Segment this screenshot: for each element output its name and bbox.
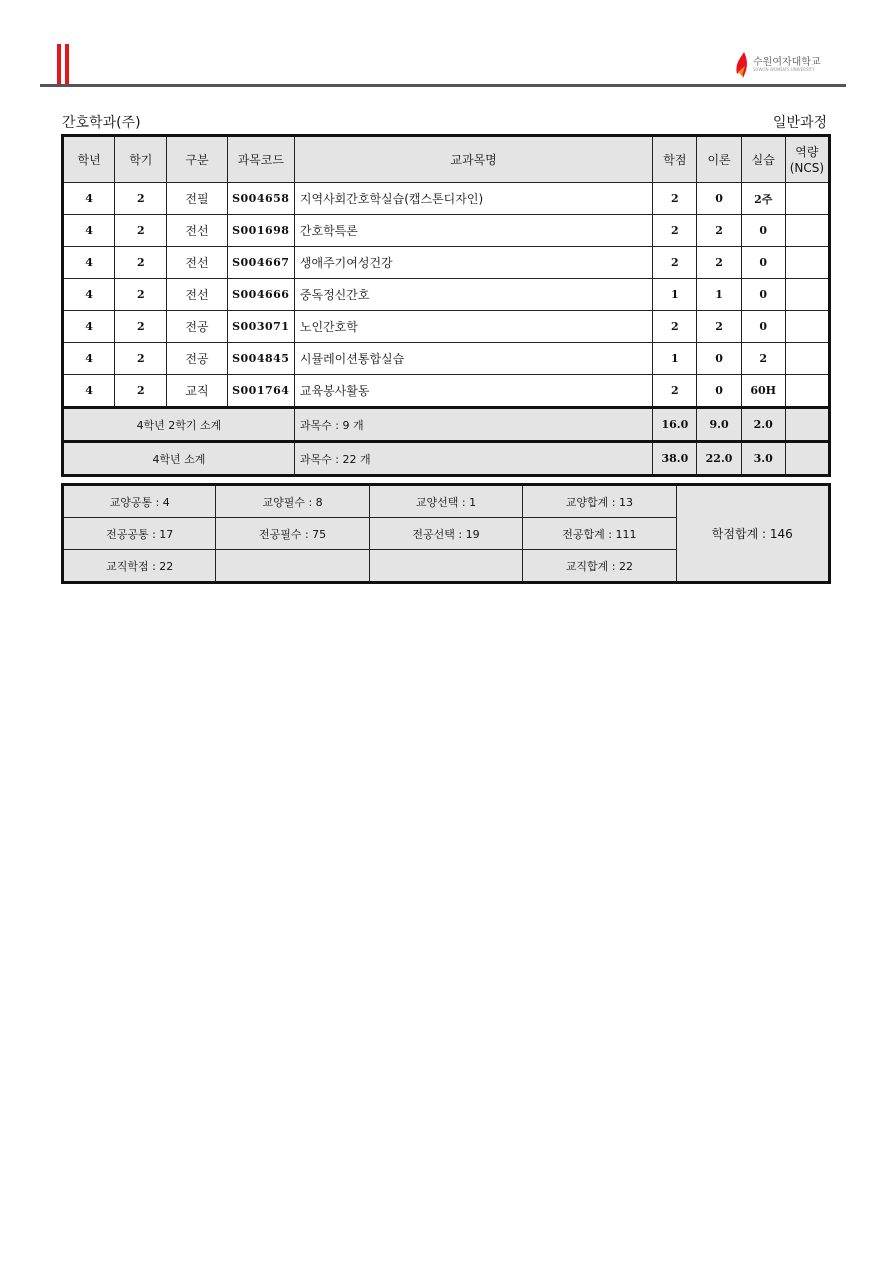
cell-practice: 0 [741,311,785,343]
cell-code: S004666 [227,279,294,311]
cell-code: S004667 [227,247,294,279]
cell-practice: 0 [741,215,785,247]
summary-general-elective: 교양선택 : 1 [369,485,522,518]
cell-year: 4 [63,279,115,311]
cell-course-name: 생애주기여성건강 [294,247,652,279]
cell-year: 4 [63,311,115,343]
summary-teaching-total: 교직합계 : 22 [523,550,676,583]
summary-general-common: 교양공통 : 4 [63,485,216,518]
cell-practice: 0 [741,279,785,311]
summary-empty-cell [216,550,369,583]
table-header-row [63,136,830,183]
course-table [61,134,831,477]
semester-practice-total: 2.0 [741,408,785,442]
cell-year: 4 [63,215,115,247]
cell-course-name: 노인간호학 [294,311,652,343]
year-practice-total: 3.0 [741,442,785,476]
cell-semester: 2 [115,343,167,375]
cell-semester: 2 [115,311,167,343]
cell-code: S004845 [227,343,294,375]
cell-category: 전선 [167,247,227,279]
cell-course-name: 시뮬레이션통합실습 [294,343,652,375]
cell-semester: 2 [115,183,167,215]
cell-theory: 0 [697,375,741,408]
cell-ncs [785,247,829,279]
cell-category: 전선 [167,279,227,311]
cell-theory: 1 [697,279,741,311]
cell-course-name: 지역사회간호학실습(캡스톤디자인) [294,183,652,215]
cell-course-name: 중독정신간호 [294,279,652,311]
cell-ncs [785,279,829,311]
cell-category: 전선 [167,215,227,247]
cell-practice: 2 [741,343,785,375]
cell-credits: 2 [653,183,697,215]
cell-year: 4 [63,375,115,408]
summary-general-required: 교양필수 : 8 [216,485,369,518]
summary-empty-cell [369,550,522,583]
cell-credits: 1 [653,279,697,311]
cell-theory: 2 [697,247,741,279]
year-theory-total: 22.0 [697,442,741,476]
col-header-ncs: 역량 (NCS) [785,136,829,183]
table-row [63,343,830,375]
semester-subtotal-row [63,408,830,442]
header-red-bar-right [65,44,69,84]
table-row [63,183,830,215]
semester-subtotal-label: 4학년 2학기 소계 [63,408,295,442]
flame-logo-icon [735,52,751,78]
cell-code: S004658 [227,183,294,215]
cell-course-name: 교육봉사활동 [294,375,652,408]
year-credits-total: 38.0 [653,442,697,476]
department-title: 간호학과(주) [62,115,141,131]
col-header-semester: 학기 [115,136,167,183]
track-label: 일반과정 [772,115,827,131]
col-header-course-name: 교과목명 [294,136,652,183]
cell-theory: 2 [697,311,741,343]
summary-general-total: 교양합계 : 13 [523,485,676,518]
cell-ncs [785,215,829,247]
cell-practice: 0 [741,247,785,279]
cell-credits: 2 [653,375,697,408]
cell-year: 4 [63,183,115,215]
semester-credits-total: 16.0 [653,408,697,442]
table-row [63,279,830,311]
year-subtotal-label: 4학년 소계 [63,442,295,476]
cell-ncs [785,343,829,375]
cell-category: 전필 [167,183,227,215]
cell-practice: 60H [741,375,785,408]
summary-teaching-credits: 교직학점 : 22 [63,550,216,583]
table-row [63,311,830,343]
cell-code: S001764 [227,375,294,408]
cell-category: 전공 [167,343,227,375]
summary-major-common: 전공공통 : 17 [63,518,216,550]
col-header-code: 과목코드 [227,136,294,183]
col-header-year: 학년 [63,136,115,183]
cell-credits: 1 [653,343,697,375]
semester-theory-total: 9.0 [697,408,741,442]
col-header-credits: 학점 [653,136,697,183]
cell-theory: 0 [697,183,741,215]
cell-ncs [785,311,829,343]
summary-major-required: 전공필수 : 75 [216,518,369,550]
logo-subtitle: SUWON WOMEN'S UNIVERSITY [753,67,815,72]
cell-theory: 2 [697,215,741,247]
col-header-practice: 실습 [741,136,785,183]
cell-code: S003071 [227,311,294,343]
cell-semester: 2 [115,247,167,279]
semester-ncs-total [785,408,829,442]
year-ncs-total [785,442,829,476]
cell-semester: 2 [115,375,167,408]
cell-ncs [785,375,829,408]
header-rule [40,84,846,87]
header-red-bar-left [57,44,61,84]
cell-practice: 2주 [741,183,785,215]
logo-name: 수원여자대학교 [753,57,821,68]
cell-code: S001698 [227,215,294,247]
col-header-theory: 이론 [697,136,741,183]
cell-course-name: 간호학특론 [294,215,652,247]
year-course-count: 과목수 : 22 개 [294,442,652,476]
table-row [63,215,830,247]
cell-credits: 2 [653,311,697,343]
cell-credits: 2 [653,247,697,279]
cell-category: 교직 [167,375,227,408]
summary-major-total: 전공합계 : 111 [523,518,676,550]
credit-summary-table [61,483,831,584]
cell-semester: 2 [115,215,167,247]
cell-year: 4 [63,247,115,279]
cell-ncs [785,183,829,215]
table-row [63,375,830,408]
summary-credit-grand-total: 학점합계 : 146 [676,485,829,583]
cell-credits: 2 [653,215,697,247]
summary-major-elective: 전공선택 : 19 [369,518,522,550]
table-row [63,247,830,279]
university-logo [735,50,840,80]
year-subtotal-row [63,442,830,476]
summary-row-general [63,485,830,518]
cell-semester: 2 [115,279,167,311]
col-header-category: 구분 [167,136,227,183]
cell-year: 4 [63,343,115,375]
cell-theory: 0 [697,343,741,375]
semester-course-count: 과목수 : 9 개 [294,408,652,442]
cell-category: 전공 [167,311,227,343]
